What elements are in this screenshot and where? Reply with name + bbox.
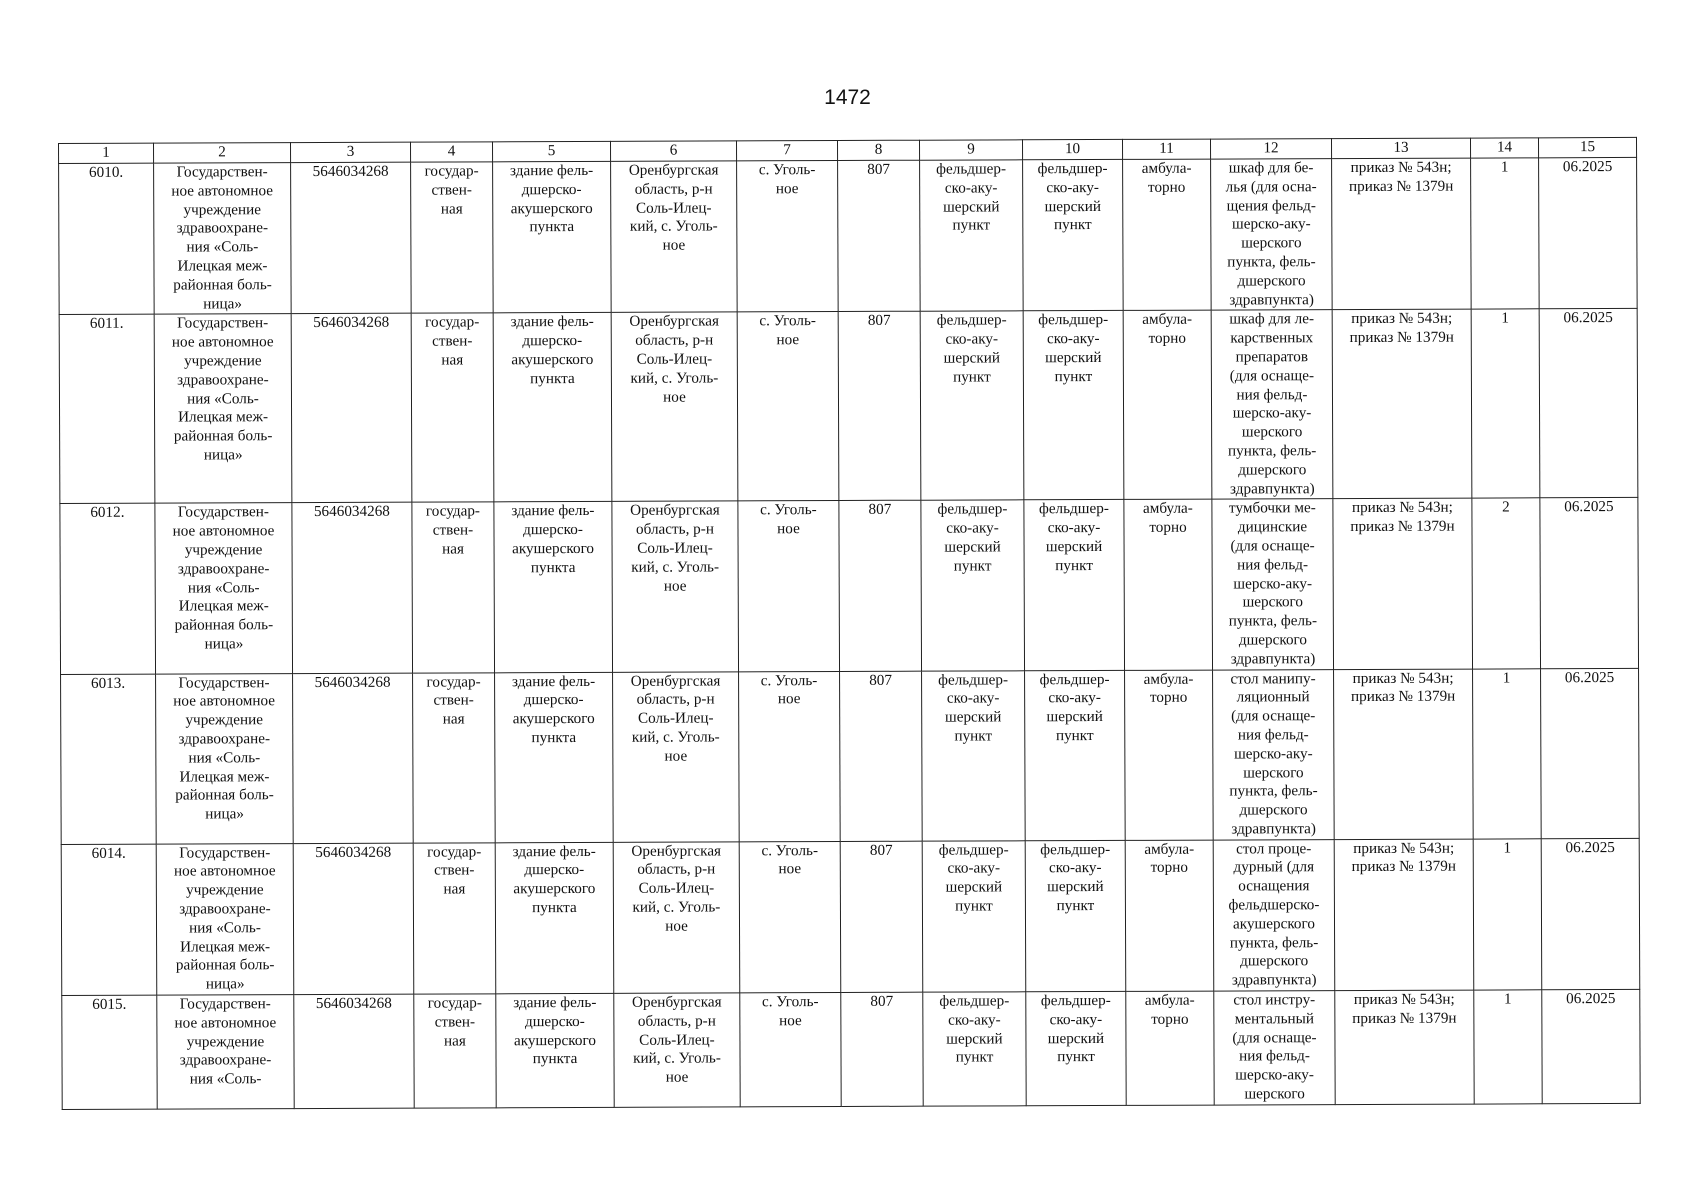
register-table: [58, 137, 1641, 1110]
address-cell: [611, 161, 738, 313]
address-cell: [613, 671, 740, 842]
code-cell: [838, 160, 921, 312]
address-text: Оренбургская область, р-н Соль-Илец- кий, с. Уголь- ное: [629, 312, 720, 406]
equipment-item-cell: [1212, 499, 1334, 670]
care-mode-cell: [1125, 840, 1214, 992]
settlement-cell: [740, 993, 841, 1107]
regulation-text: приказ № 543н; приказ № 1379н: [1349, 310, 1454, 347]
inn-cell: [294, 994, 414, 1108]
organization-name-cell: [154, 314, 292, 503]
facility-type-text: фельдшер- ско-аку- шерский пункт: [939, 992, 1010, 1067]
quantity-text: 1: [1501, 309, 1510, 327]
inn-text: 5646034268: [315, 994, 392, 1013]
record-number-cell: [61, 844, 157, 996]
address-cell: [614, 993, 740, 1107]
facility-type-cell: [920, 311, 1024, 500]
column-number-10: 10: [1022, 139, 1122, 159]
inn-cell: [291, 314, 412, 503]
care-mode-cell: [1125, 670, 1214, 841]
ownership-form-text: государ- ствен- ная: [424, 162, 479, 218]
building-type-cell: [496, 993, 614, 1107]
record-number-cell: [59, 315, 155, 504]
regulation-text: приказ № 543н; приказ № 1379н: [1350, 498, 1455, 536]
record-number-text: 6010.: [88, 163, 124, 181]
code-cell: [838, 312, 921, 501]
unit-type-text: фельдшер- ско-аку- шерский пункт: [1040, 992, 1111, 1066]
due-date-text: 06.2025: [1566, 990, 1616, 1008]
column-number-9: 9: [919, 140, 1022, 160]
column-number-4: 4: [410, 142, 492, 162]
address-cell: [612, 501, 739, 672]
table-body: [59, 157, 1641, 1109]
equipment-item-text: стол манипу- ляционный (для оснаще- ния фельд- шерско-аку- шерского пункта, фель- дшерского здравпункта): [1229, 669, 1318, 838]
facility-type-text: фельдшер- ско-аку- шерский пункт: [937, 500, 1008, 575]
quantity-cell: [1473, 668, 1542, 838]
settlement-cell: [737, 161, 839, 313]
regulation-cell: [1332, 158, 1472, 310]
organization-name-cell: [157, 995, 294, 1109]
building-type-text: здание фель- дшерско- акушерского пункта: [513, 994, 597, 1068]
care-mode-text: амбула- торно: [1143, 670, 1194, 707]
care-mode-text: амбула- торно: [1141, 159, 1192, 196]
column-number-5: 5: [492, 141, 610, 161]
code-text: 807: [868, 501, 892, 519]
ownership-form-cell: [414, 994, 496, 1108]
record-number-text: 6013.: [90, 674, 126, 692]
settlement-text: с. Уголь- ное: [760, 501, 817, 538]
building-type-cell: [495, 672, 614, 843]
ownership-form-cell: [412, 502, 495, 672]
unit-type-text: фельдшер- ско-аку- шерский пункт: [1040, 840, 1111, 915]
care-mode-text: амбула- торно: [1144, 991, 1195, 1028]
record-number-cell: [62, 995, 157, 1109]
due-date-text: 06.2025: [1564, 498, 1614, 516]
settlement-text: с. Уголь- ное: [760, 671, 818, 708]
record-number-text: 6015.: [92, 995, 127, 1013]
column-number-15: 15: [1538, 137, 1636, 157]
care-mode-cell: [1126, 991, 1214, 1105]
equipment-item-text: стол инстру- ментальный (для оснаще- ния фельд- шерско-аку- шерского: [1232, 991, 1317, 1103]
unit-type-text: фельдшер- ско-аку- шерский пункт: [1039, 670, 1110, 745]
unit-type-cell: [1025, 840, 1126, 992]
table-row: [59, 157, 1638, 314]
equipment-item-cell: [1211, 159, 1333, 311]
code-text: 807: [869, 671, 892, 689]
inn-text: 5646034268: [312, 162, 389, 181]
address-text: Оренбургская область, р-н Соль-Илец- кий, с. Уголь- ное: [631, 993, 722, 1086]
regulation-text: приказ № 543н; приказ № 1379н: [1350, 669, 1456, 706]
quantity-text: 1: [1500, 158, 1509, 176]
equipment-item-cell: [1213, 839, 1335, 991]
regulation-cell: [1334, 839, 1474, 991]
due-date-text: 06.2025: [1562, 158, 1613, 176]
facility-type-text: фельдшер- ско-аку- шерский пункт: [938, 670, 1009, 745]
building-type-text: здание фель- дшерско- акушерского пункта: [509, 161, 594, 236]
column-number-2: 2: [154, 143, 291, 164]
settlement-cell: [739, 671, 841, 842]
address-text: Оренбургская область, р-н Соль-Илец- кий, с. Уголь- ное: [628, 161, 719, 254]
organization-name-text: Государствен- ное автономное учреждение здравоохране- ния «Соль- Илецкая меж- районная боль- ница»: [173, 843, 276, 993]
ownership-form-cell: [413, 843, 496, 995]
equipment-item-text: стол проце- дурный (для оснащения фельдшерско- акушерского пункта, фель- дшерского здравпункта): [1228, 839, 1320, 989]
care-mode-cell: [1124, 499, 1213, 670]
ownership-form-text: государ- ствен- ная: [425, 313, 480, 369]
building-type-text: здание фель- дшерско- акушерского пункта: [511, 502, 595, 576]
organization-name-text: Государствен- ное автономное учреждение здравоохране- ния «Соль- Илецкая меж- районная боль- ница»: [173, 673, 276, 823]
ownership-form-cell: [411, 313, 494, 502]
record-number-cell: [61, 674, 157, 845]
ownership-form-text: государ- ствен- ная: [425, 502, 481, 558]
ownership-form-cell: [413, 672, 496, 842]
address-text: Оренбургская область, р-н Соль-Илец- кий, с. Уголь- ное: [630, 671, 721, 765]
regulation-text: приказ № 543н; приказ № 1379н: [1348, 158, 1454, 195]
column-number-6: 6: [610, 141, 736, 161]
ownership-form-text: государ- ствен- ная: [427, 994, 482, 1050]
quantity-cell: [1473, 838, 1542, 990]
organization-name-text: Государствен- ное автономное учреждение здравоохране- ния «Соль- Илецкая меж- районная боль- ница»: [171, 314, 274, 464]
equipment-item-cell: [1214, 991, 1335, 1105]
regulation-cell: [1335, 990, 1474, 1104]
code-cell: [840, 671, 923, 841]
record-number-text: 6011.: [89, 315, 124, 333]
due-date-cell: [1540, 498, 1639, 669]
code-cell: [839, 501, 922, 671]
organization-name-text: Государствен- ное автономное учреждение здравоохране- ния «Соль- Илецкая меж- районная боль- ница»: [171, 163, 274, 313]
unit-type-cell: [1023, 159, 1124, 311]
code-text: 807: [870, 992, 894, 1010]
organization-name-cell: [155, 503, 293, 674]
inn-text: 5646034268: [314, 673, 391, 691]
regulation-cell: [1333, 498, 1473, 669]
unit-type-text: фельдшер- ско-аку- шерский пункт: [1037, 159, 1108, 234]
record-number-cell: [60, 503, 156, 674]
address-text: Оренбургская область, р-н Соль-Илец- кий, с. Уголь- ное: [630, 501, 720, 595]
facility-type-cell: [922, 840, 1026, 992]
table-row: [60, 498, 1639, 674]
facility-type-cell: [922, 670, 1026, 841]
unit-type-cell: [1026, 991, 1126, 1105]
organization-name-cell: [154, 163, 292, 315]
table-row: [62, 989, 1640, 1109]
column-number-1: 1: [59, 143, 154, 163]
equipment-item-cell: [1213, 669, 1335, 840]
column-number-3: 3: [291, 142, 411, 162]
care-mode-text: амбула- торно: [1144, 840, 1195, 877]
regulation-text: приказ № 543н; приказ № 1379н: [1351, 839, 1456, 876]
inn-cell: [293, 673, 414, 844]
organization-name-text: Государствен- ное автономное учреждение здравоохране- ния «Соль- Илецкая меж- районная боль- ница»: [172, 503, 275, 653]
column-number-11: 11: [1122, 139, 1210, 159]
settlement-cell: [737, 312, 839, 501]
equipment-item-text: шкаф для ле- карственных препаратов (для оснаще- ния фельд- шерско-аку- шерского пункта, фель- дшерского здравпункта): [1227, 310, 1317, 498]
unit-type-cell: [1025, 670, 1126, 841]
care-mode-text: амбула- торно: [1142, 499, 1193, 536]
table-row: [59, 309, 1638, 504]
quantity-cell: [1472, 498, 1541, 668]
facility-type-text: фельдшер- ско-аку- шерский пункт: [936, 311, 1007, 386]
table-row: [61, 838, 1640, 995]
facility-type-text: фельдшер- ско-аку- шерский пункт: [938, 841, 1009, 915]
inn-text: 5646034268: [315, 843, 392, 861]
building-type-text: здание фель- дшерско- акушерского пункта: [510, 313, 594, 387]
care-mode-text: амбула- торно: [1142, 311, 1193, 347]
record-number-text: 6014.: [91, 844, 126, 862]
facility-type-cell: [920, 160, 1024, 312]
quantity-cell: [1474, 990, 1542, 1104]
settlement-cell: [739, 841, 841, 993]
settlement-text: с. Уголь- ное: [761, 841, 819, 878]
inn-cell: [291, 162, 412, 314]
ownership-form-text: государ- ствен- ная: [427, 843, 482, 898]
due-date-text: 06.2025: [1564, 668, 1615, 686]
regulation-cell: [1332, 309, 1472, 499]
facility-type-cell: [923, 992, 1026, 1106]
code-text: 807: [867, 160, 891, 178]
equipment-item-text: тумбочки ме- дицинские (для оснаще- ния фельд- шерско-аку- шерского пункта, фель- дшерского здравпункта): [1228, 499, 1318, 668]
inn-cell: [292, 502, 413, 673]
due-date-cell: [1541, 838, 1640, 990]
building-type-cell: [493, 161, 612, 313]
due-date-cell: [1542, 989, 1640, 1103]
equipment-item-text: шкаф для бе- лья (для осна- щения фельд- шерско-аку- шерского пункта, фель- дшерского здравпункта): [1225, 159, 1317, 309]
regulation-cell: [1334, 669, 1474, 840]
building-type-cell: [494, 502, 613, 673]
unit-type-cell: [1023, 311, 1124, 500]
unit-type-cell: [1024, 500, 1125, 671]
settlement-text: с. Уголь- ное: [759, 312, 817, 349]
building-type-text: здание фель- дшерско- акушерского пункта: [512, 842, 596, 917]
code-cell: [841, 992, 923, 1106]
building-type-text: здание фель- дшерско- акушерского пункта: [511, 672, 596, 747]
organization-name-text: Государствен- ное автономное учреждение здравоохране- ния «Соль-: [174, 995, 277, 1088]
address-cell: [611, 312, 738, 501]
settlement-cell: [738, 501, 840, 672]
address-cell: [613, 842, 740, 994]
column-number-13: 13: [1331, 138, 1470, 159]
inn-cell: [293, 843, 414, 995]
column-number-8: 8: [837, 140, 919, 160]
equipment-item-cell: [1211, 310, 1333, 499]
regulation-text: приказ № 543н; приказ № 1379н: [1352, 990, 1457, 1027]
ownership-form-cell: [411, 162, 494, 314]
settlement-text: с. Уголь- ное: [758, 161, 816, 198]
table-row: [61, 668, 1640, 844]
record-number-cell: [59, 163, 155, 315]
care-mode-cell: [1123, 159, 1212, 311]
organization-name-cell: [156, 673, 294, 844]
code-text: 807: [869, 841, 893, 859]
address-text: Оренбургская область, р-н Соль-Илец- кий, с. Уголь- ное: [631, 842, 722, 935]
code-text: 807: [867, 312, 891, 330]
column-number-12: 12: [1210, 139, 1331, 159]
quantity-cell: [1471, 309, 1540, 498]
facility-type-cell: [921, 500, 1025, 671]
column-number-14: 14: [1470, 138, 1538, 158]
due-date-text: 06.2025: [1563, 309, 1613, 327]
care-mode-cell: [1123, 310, 1212, 499]
code-cell: [840, 841, 923, 993]
quantity-text: 1: [1503, 839, 1512, 857]
inn-text: 5646034268: [313, 314, 390, 332]
due-date-cell: [1539, 309, 1638, 498]
quantity-text: 2: [1502, 498, 1510, 516]
unit-type-text: фельдшер- ско-аку- шерский пункт: [1038, 500, 1109, 574]
organization-name-cell: [156, 843, 294, 995]
facility-type-text: фельдшер- ско-аку- шерский пункт: [936, 160, 1007, 234]
due-date-text: 06.2025: [1565, 838, 1615, 856]
settlement-text: с. Уголь- ное: [761, 993, 819, 1030]
building-type-cell: [495, 842, 614, 994]
column-number-7: 7: [736, 141, 837, 161]
quantity-cell: [1471, 158, 1540, 310]
quantity-text: 1: [1503, 990, 1512, 1008]
due-date-cell: [1541, 668, 1640, 839]
due-date-cell: [1539, 157, 1638, 309]
building-type-cell: [493, 313, 612, 502]
page-number: 1472: [824, 86, 871, 109]
record-number-text: 6012.: [90, 504, 125, 522]
ownership-form-text: государ- ствен- ная: [426, 672, 481, 728]
unit-type-text: фельдшер- ско-аку- шерский пункт: [1038, 311, 1109, 385]
quantity-text: 1: [1502, 668, 1511, 686]
inn-text: 5646034268: [313, 503, 390, 521]
